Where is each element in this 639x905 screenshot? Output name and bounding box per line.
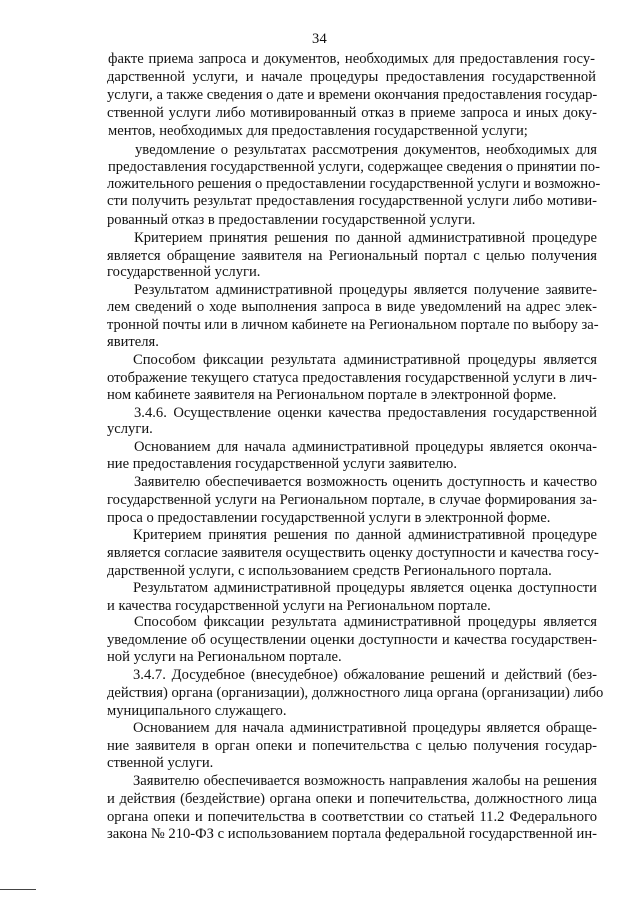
text-line: 3.4.7. Досудебное (внесудебное) обжалование решений и действий (без- <box>133 667 597 683</box>
text-line: ние предоставления государственной услуги заявителю. <box>107 456 457 472</box>
text-line: ственной услуги. <box>107 755 214 771</box>
text-line: ной услуги на Региональном портале. <box>107 649 342 665</box>
text-line: уведомление об осуществлении оценки доступности и качества государствен- <box>107 632 597 648</box>
text-line: рованный отказ в предоставлении государственной услуги. <box>107 212 476 228</box>
text-line: Результатом административной процедуры является оценка доступности <box>133 580 597 596</box>
text-line: муниципального служащего. <box>107 703 287 719</box>
text-line: государственной услуги на Региональном портале, в случае формирования за- <box>107 492 597 508</box>
text-line: и действия (бездействие) органа опеки и попечительства, должностного лица <box>107 791 597 807</box>
text-line: лем сведений о ходе выполнения запроса в виде уведомлений на адрес элек- <box>107 299 597 315</box>
text-line: ном кабинете заявителя на Региональном портале в электронной форме. <box>107 387 557 403</box>
text-line: государственной услуги. <box>107 264 261 280</box>
text-line: Результатом административной процедуры является получение заявите- <box>134 282 597 298</box>
text-line: услуги, а также сведения о дате и времени окончания предоставления государ- <box>107 87 598 103</box>
text-line: является согласие заявителя осуществить оценку доступности и качества госу- <box>107 545 599 561</box>
text-line: отображение текущего статуса предоставления государственной услуги в лич- <box>107 370 597 386</box>
text-line: и качества государственной услуги на Региональном портале. <box>107 598 491 614</box>
text-line: Критерием принятия решения по данной административной процедуре <box>133 527 597 543</box>
text-line: Заявителю обеспечивается возможность направления жалобы на решения <box>133 773 597 789</box>
text-line: органа опеки и попечительства в соответствии со статьей 11.2 Федерального <box>107 809 597 825</box>
text-line: ственной услуги либо мотивированный отказ в приеме запроса и иных доку- <box>107 105 597 121</box>
footer-rule <box>0 889 36 890</box>
text-line: Основанием для начала административной процедуры является обраще- <box>133 720 597 736</box>
text-line: Заявителю обеспечивается возможность оценить доступность и качество <box>134 474 597 490</box>
text-line: действия) органа (организации), должностного лица органа (организации) либо <box>107 685 604 701</box>
text-line: ложительного решения о предоставлении государственной услуги и возможно- <box>107 176 601 192</box>
text-line: Способом фиксации результата административной процедуры является <box>133 352 597 368</box>
text-line: ние заявителя в орган опеки и попечительства с целью получения государ- <box>107 738 597 754</box>
text-line: закона № 210-ФЗ с использованием портала федеральной государственной ин- <box>107 826 598 842</box>
text-line: ментов, необходимых для предоставления государственной услуги; <box>108 123 528 139</box>
text-line: сти получить результат предоставления государственной услуги либо мотиви- <box>107 193 597 209</box>
text-line: уведомление о результатах рассмотрения документов, необходимых для <box>135 142 597 158</box>
page-number: 34 <box>311 31 328 47</box>
text-line: тронной почты или в личном кабинете на Региональном портале по выбору за- <box>107 317 599 333</box>
text-line: является обращение заявителя на Региональный портал с целью получения <box>107 248 597 264</box>
text-line: предоставления государственной услуги, содержащее сведения о принятии по- <box>108 159 600 175</box>
text-line: услуги. <box>107 421 153 437</box>
text-line: Критерием принятия решения по данной административной процедуре <box>134 230 597 246</box>
text-line: проса о предоставлении государственной услуги в электронной форме. <box>107 510 551 526</box>
text-line: дарственной услуги, и начале процедуры предоставления государственной <box>107 69 596 85</box>
text-line: явителя. <box>107 334 159 350</box>
text-line: Способом фиксации результата административной процедуры является <box>134 614 597 630</box>
text-line: Основанием для начала административной процедуры является оконча- <box>134 439 597 455</box>
text-line: дарственной услуги, с использованием средств Регионального портала. <box>107 563 552 579</box>
text-line: факте приема запроса и документов, необходимых для предоставления госу- <box>108 51 595 67</box>
text-line: 3.4.6. Осуществление оценки качества предоставления государственной <box>134 405 597 421</box>
